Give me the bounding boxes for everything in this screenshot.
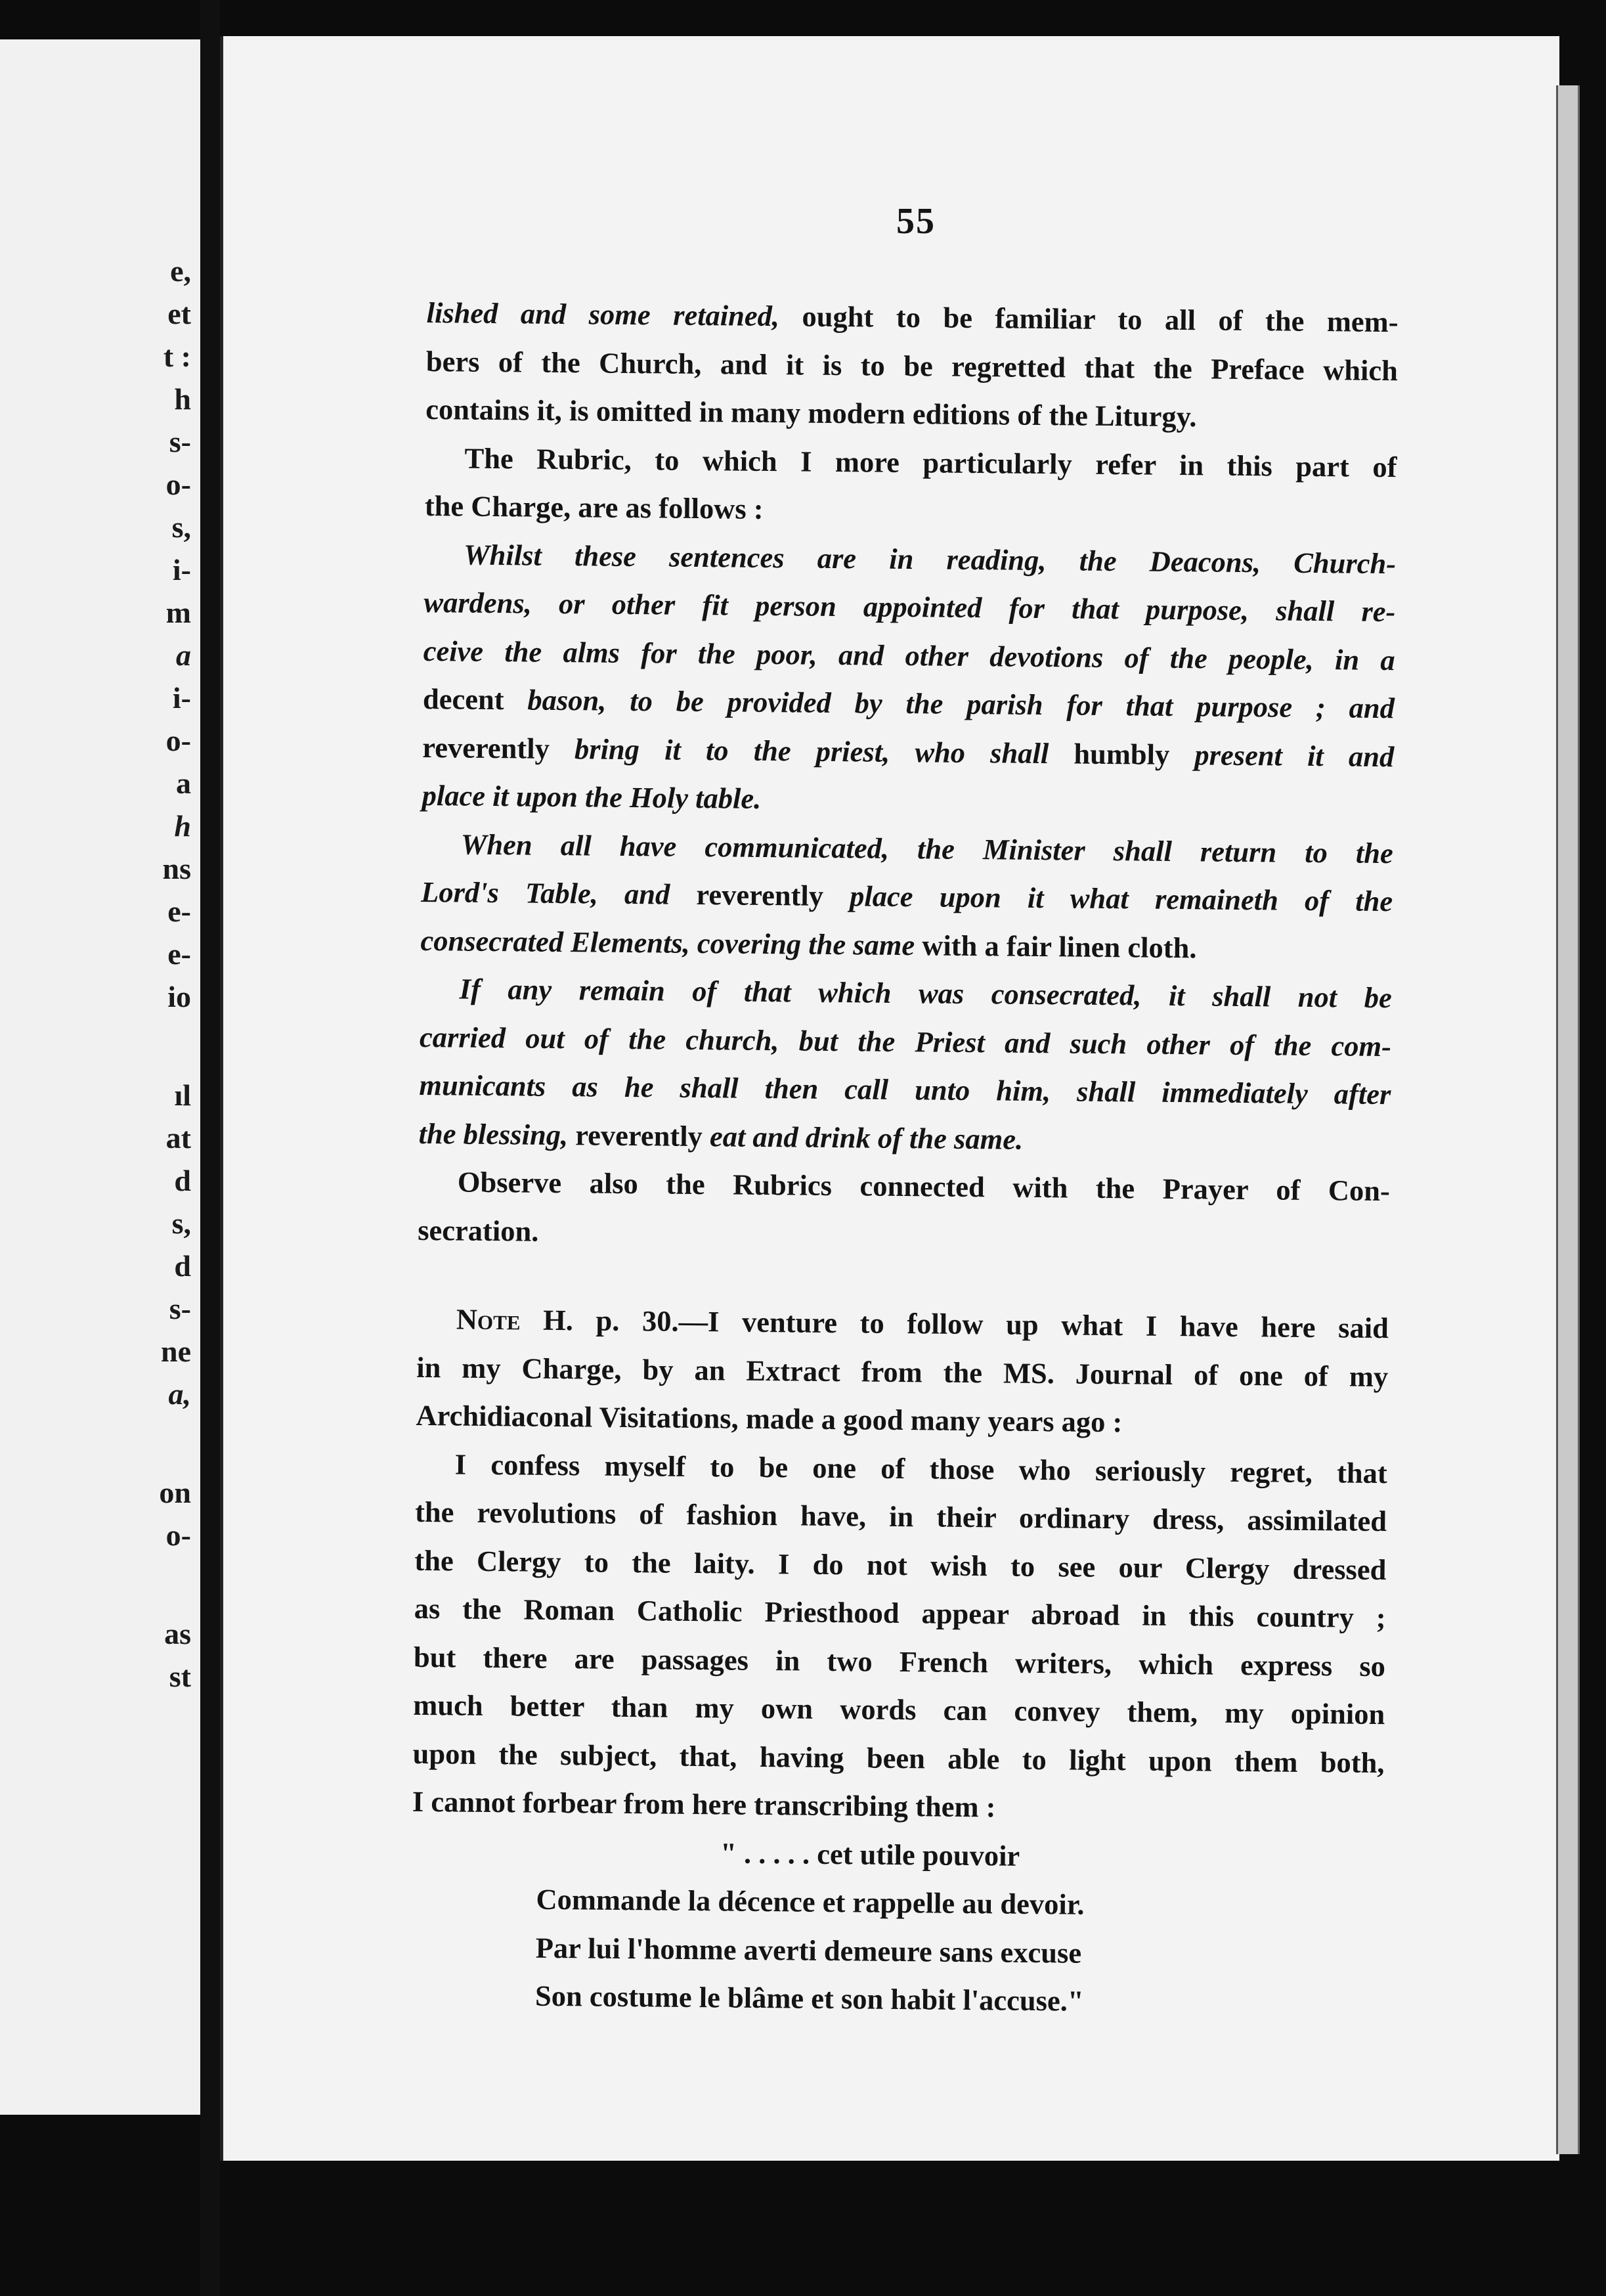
verse-line [410, 1971, 1383, 2029]
line-content [424, 482, 1397, 540]
verse-line [410, 1922, 1383, 1980]
line-content [423, 579, 1396, 636]
left-page-fragment-text: d [174, 1164, 191, 1197]
left-page-fragment-text: t : [163, 340, 191, 373]
line-content [425, 386, 1398, 443]
line-content [420, 1013, 1392, 1071]
left-page-fragment-text: ne [161, 1335, 191, 1368]
text-line [419, 1061, 1391, 1119]
text-line [418, 1206, 1390, 1264]
left-page-fragment-text: s, [171, 510, 191, 544]
italic-text: Whilst these sentences are in reading, the Deacons, Church- [463, 538, 1397, 580]
roman-text: humbly [1048, 736, 1195, 771]
text-line [421, 868, 1393, 926]
italic-text: eat and drink of the same. [709, 1119, 1024, 1156]
roman-text: bers of the Church, and it is to be regretted that the Preface which [425, 344, 1399, 387]
roman-text: H. p. 30.—I venture to follow up what I have here said [520, 1303, 1389, 1345]
text-line [420, 1013, 1392, 1071]
roman-text: reverently [422, 730, 575, 765]
text-line [414, 1633, 1386, 1690]
line-content [422, 772, 1394, 829]
line-content [720, 1829, 1384, 1884]
left-page-fragment-text: m [165, 596, 191, 629]
line-content [456, 1296, 1389, 1353]
roman-text: decent [422, 682, 528, 717]
left-page-fragment-text: as [164, 1617, 191, 1650]
text-line [416, 1392, 1388, 1449]
roman-text: secration. [418, 1213, 539, 1248]
text-line [412, 1778, 1385, 1836]
left-page-fragment-text: i- [172, 681, 191, 715]
roman-text: Par lui l'homme averti demeure sans excuse [535, 1931, 1082, 1970]
text-line [415, 1488, 1387, 1546]
roman-text: The Rubric, to which I more particularly refer in this part of [464, 441, 1397, 483]
left-page-fragment-text: ıl [174, 1078, 191, 1112]
text-line [420, 916, 1393, 974]
roman-text: the Charge, are as follows : [424, 489, 764, 525]
left-page-fragment [0, 39, 203, 2115]
roman-text: ought to be familiar to all of the mem- [779, 299, 1399, 339]
note-label: Note [456, 1302, 521, 1336]
line-content [426, 289, 1399, 347]
roman-text: much better than my own words can convey them, my opinion [413, 1688, 1385, 1731]
page-body-text [410, 289, 1399, 2029]
left-page-fragment-text: o- [165, 724, 191, 757]
roman-text: I cannot forbear from here transcribing them : [412, 1784, 996, 1824]
left-page-fragment-text: at [165, 1121, 191, 1155]
line-content [418, 1109, 1391, 1167]
text-line [417, 1295, 1389, 1353]
text-line [424, 482, 1397, 540]
italic-text: bason, to be provided by the parish for that purpose ; and [527, 683, 1395, 725]
left-page-fragment-text: et [167, 297, 191, 330]
left-page-fragment-text: e, [170, 254, 191, 288]
line-content [413, 1681, 1385, 1739]
italic-text: carried out of the church, but the Priest and such other of the com- [419, 1020, 1392, 1063]
italic-text: place upon it what remaineth of the [849, 879, 1393, 918]
line-content [414, 1536, 1387, 1594]
text-line [415, 1440, 1387, 1497]
left-page-fragment-text: io [167, 980, 191, 1013]
left-page-fragment-text: i- [172, 553, 191, 586]
text-line [422, 772, 1394, 829]
roman-text: reverently [567, 1118, 710, 1153]
text-line [425, 386, 1398, 443]
line-content [419, 1061, 1391, 1119]
left-page-fragment-text: st [169, 1660, 191, 1693]
text-line [418, 1158, 1391, 1216]
line-content [412, 1729, 1385, 1787]
italic-text: municants as he shall then call unto him, shall immediately after [419, 1068, 1391, 1111]
page-edge [1556, 85, 1580, 2154]
text-line [412, 1729, 1385, 1787]
roman-text: in my Charge, by an Extract from the MS. Journal of one of my [416, 1350, 1389, 1393]
italic-text: wardens, or other fit person appointed for that purpose, shall re- [423, 585, 1396, 629]
left-page-fragment-text: h [174, 809, 191, 843]
left-page-fragment-text: on [159, 1476, 191, 1509]
text-line [422, 820, 1394, 877]
roman-text: Son costume le blâme et son habit l'accuse." [534, 1979, 1084, 2018]
text-line [426, 337, 1399, 395]
line-content [416, 1343, 1389, 1401]
text-line [422, 723, 1395, 781]
italic-text: When all have communicated, the Minister shall return to the [460, 828, 1394, 870]
left-page-fragment-text: s, [171, 1206, 191, 1240]
text-line [414, 1585, 1386, 1643]
left-page-fragment-text: h [174, 382, 191, 416]
binding-gutter [200, 0, 220, 2296]
line-content [418, 1206, 1390, 1264]
verse-line [411, 1874, 1383, 1932]
line-content [535, 1924, 1383, 1980]
roman-text: the revolutions of fashion have, in their ordinary dress, assimilated [414, 1495, 1387, 1538]
roman-text: upon the subject, that, having been able to light upon them both, [412, 1736, 1385, 1779]
text-line [426, 289, 1399, 347]
left-page-fragment-text: o- [165, 1518, 191, 1552]
italic-text: place it upon the Holy table. [422, 778, 762, 815]
left-page-fragment-text: a, [168, 1377, 191, 1411]
left-page-fragment-text: s- [169, 425, 191, 458]
roman-text: Commande la décence et rappelle au devoir. [536, 1882, 1085, 1921]
italic-text: present it and [1194, 738, 1395, 773]
italic-text: ceive the alms for the poor, and other devotions of the people, in a [423, 634, 1395, 676]
line-content [414, 1585, 1386, 1643]
line-content [423, 675, 1395, 733]
italic-text: the blessing, [418, 1116, 569, 1151]
line-content [420, 916, 1393, 974]
line-content [461, 820, 1394, 877]
left-page-fragment-text: a [176, 766, 191, 800]
roman-text: " . . . . . cet utile pouvoir [720, 1836, 1020, 1872]
roman-text: but there are passages in two French writers, which express so [413, 1640, 1386, 1683]
roman-text: as the Roman Catholic Priesthood appear abroad in this country ; [414, 1591, 1386, 1635]
roman-text: Observe also the Rubrics connected with the Prayer of Con- [457, 1165, 1391, 1208]
text-line [416, 1343, 1389, 1401]
text-line [413, 1681, 1385, 1739]
line-content [412, 1778, 1385, 1836]
roman-text: reverently [670, 877, 850, 913]
line-content [414, 1633, 1386, 1690]
line-content [422, 723, 1395, 781]
line-content [536, 1876, 1383, 1932]
italic-text: bring it to the priest, who shall [574, 732, 1049, 770]
line-content [415, 1488, 1387, 1546]
left-page-fragment-text: ns [162, 852, 191, 885]
italic-text: lished and some retained, [426, 296, 780, 333]
verse-line [412, 1826, 1384, 1884]
text-line [420, 965, 1392, 1023]
left-page-fragment-text: d [174, 1249, 191, 1283]
text-line [423, 579, 1396, 636]
line-content [535, 1972, 1383, 2029]
line-content [458, 1159, 1391, 1216]
left-page-fragment-text: o- [165, 468, 191, 501]
left-page-fragment-text: e- [167, 894, 191, 928]
line-content [416, 1392, 1388, 1449]
text-line [414, 1536, 1387, 1594]
roman-text: Archidiaconal Visitations, made a good many years ago : [416, 1398, 1123, 1439]
line-content [464, 531, 1397, 588]
text-line [423, 627, 1395, 684]
line-content [454, 1440, 1387, 1497]
roman-text: I confess myself to be one of those who seriously regret, that [454, 1447, 1388, 1490]
italic-text: consecrated Elements, covering the same [420, 923, 915, 961]
roman-text: contains it, is omitted in many modern editions of the Liturgy. [425, 392, 1197, 433]
line-content [464, 434, 1397, 491]
italic-text: If any remain of that which was consecrated, it shall not be [459, 972, 1392, 1015]
italic-text: Lord's Table, and [420, 875, 670, 911]
roman-text: with a fair linen cloth. [914, 928, 1197, 964]
left-page-fragment-text: s- [169, 1292, 191, 1325]
text-line [424, 530, 1397, 588]
roman-text: the Clergy to the laity. I do not wish to see our Clergy dressed [414, 1543, 1387, 1586]
line-content [459, 965, 1392, 1023]
page-number: 55 [896, 201, 936, 242]
line-content [423, 627, 1395, 684]
left-page-fragment-text: e- [167, 937, 191, 971]
text-line [418, 1109, 1391, 1167]
line-content [426, 337, 1399, 395]
left-page-fragment-text: a [176, 638, 191, 672]
text-line [425, 433, 1397, 491]
line-content [421, 868, 1393, 926]
text-line [423, 675, 1395, 733]
